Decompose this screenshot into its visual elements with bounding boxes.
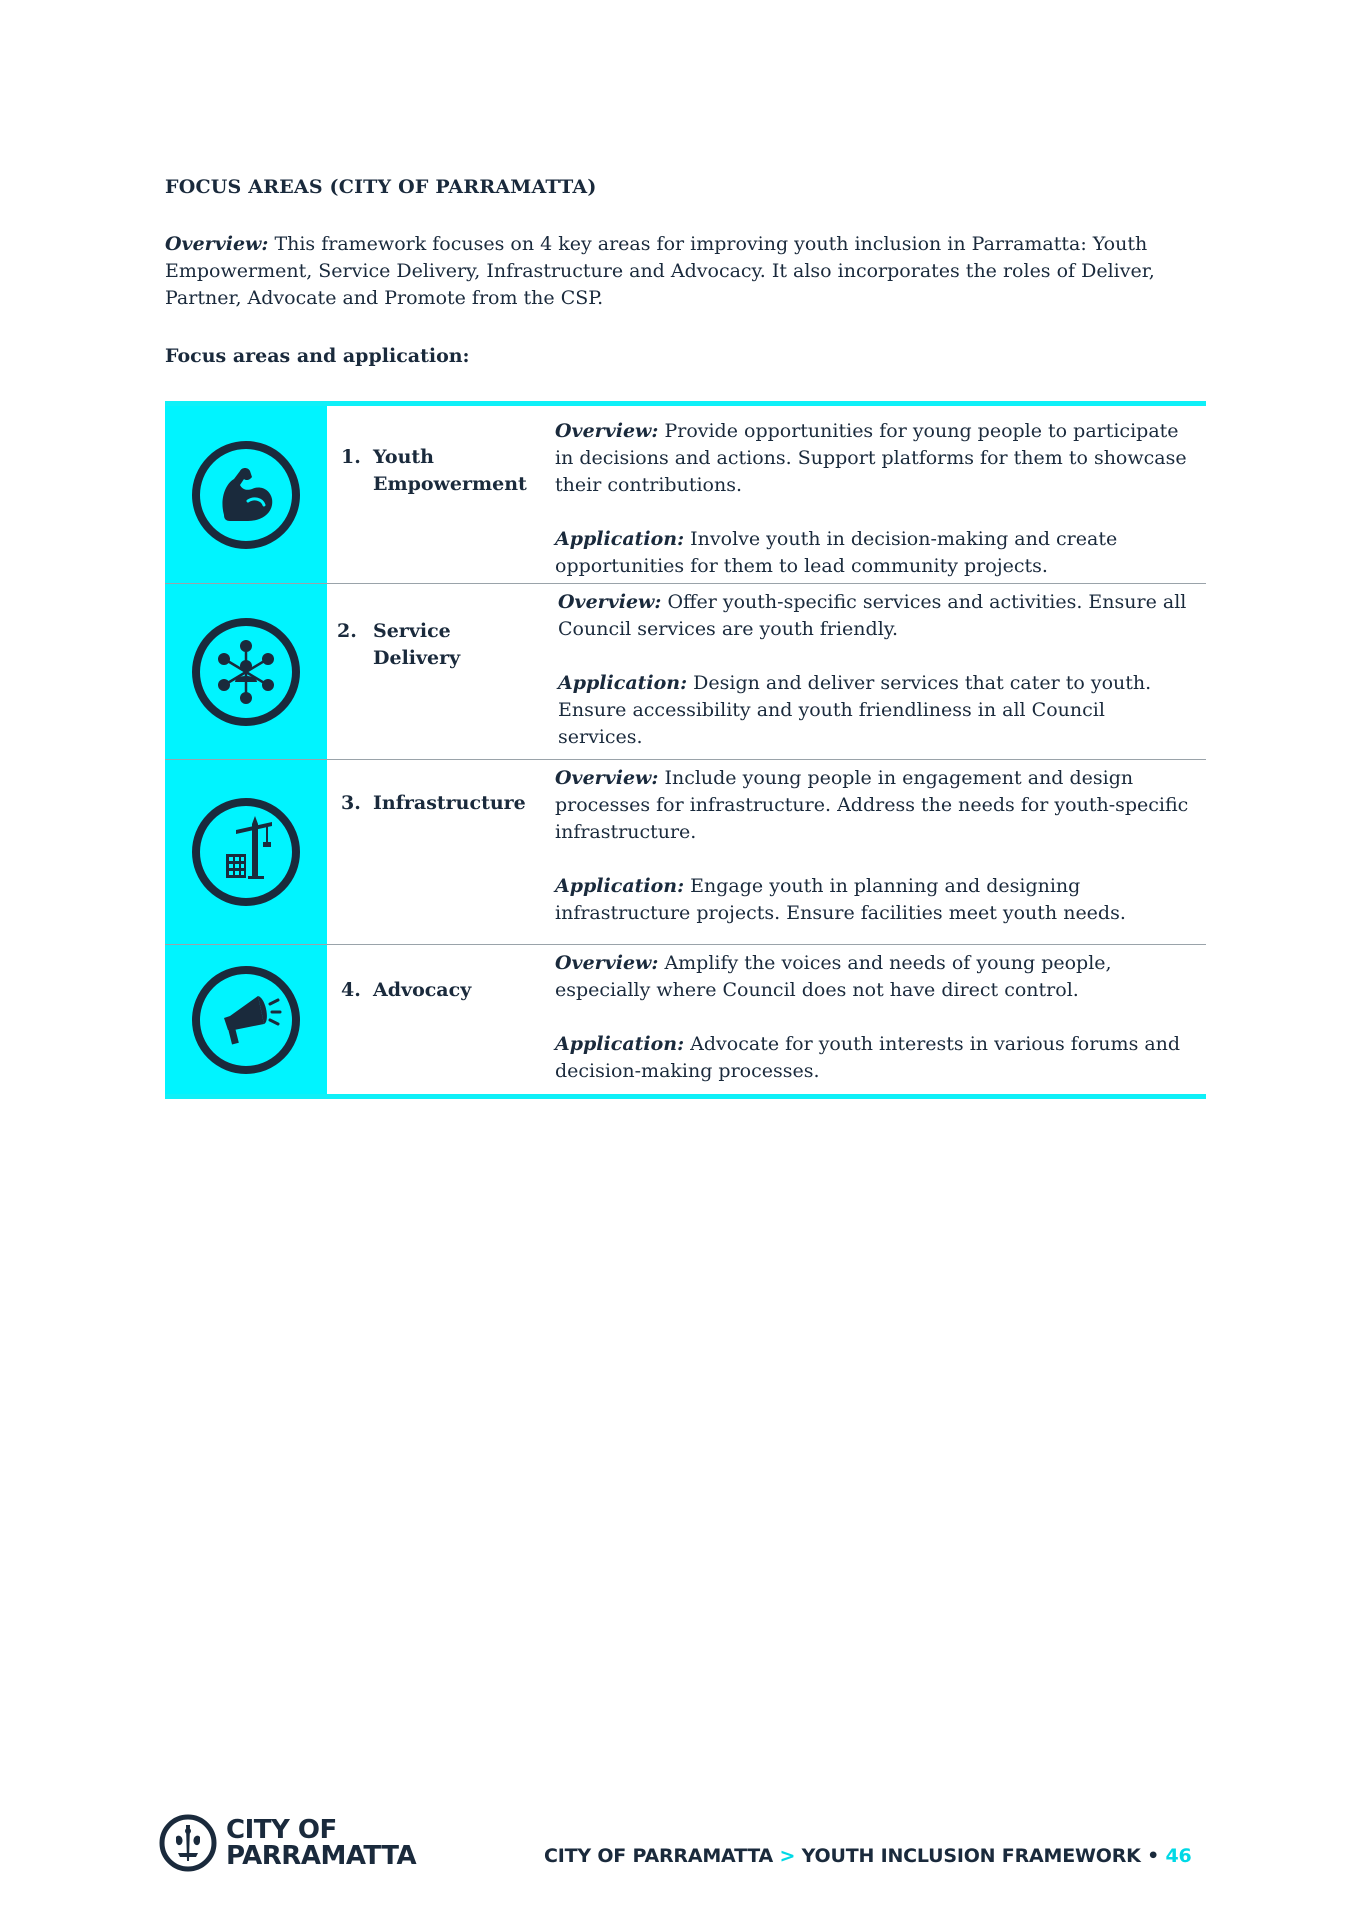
focus-description-cell <box>553 760 1206 944</box>
icon-cell <box>165 760 327 944</box>
focus-name: Youth Empowerment <box>373 446 527 495</box>
logo-wordmark <box>226 1817 416 1869</box>
logo-line-2: PARRAMATTA <box>226 1841 417 1871</box>
application-body: Engage youth in planning and designing infrastructure projects. Ensure facilities meet youth needs. <box>555 875 1126 924</box>
focus-name: Service Delivery <box>373 620 461 669</box>
footer-doc-title: YOUTH INCLUSION FRAMEWORK <box>801 1845 1141 1867</box>
section-heading: FOCUS AREAS (CITY OF PARRAMATTA) <box>165 176 597 198</box>
application-body: Advocate for youth interests in various forums and decision-making processes. <box>555 1033 1181 1082</box>
overview-text <box>555 765 1194 846</box>
focus-name-cell <box>327 760 553 944</box>
application-text <box>558 670 1194 751</box>
focus-number: 4. <box>341 979 361 1001</box>
logo-line-1: CITY OF <box>226 1815 337 1845</box>
overview-label: Overview: <box>555 952 659 974</box>
table-row <box>165 944 1206 1094</box>
overview-body: Include young people in engagement and design processes for infrastructure. Address the needs for youth-specific infrastructure. <box>555 767 1189 843</box>
focus-number: 2. <box>337 620 357 642</box>
overview-label: Overview: <box>558 591 662 613</box>
focus-description-cell <box>553 945 1206 1094</box>
overview-text <box>555 418 1194 499</box>
focus-name: Advocacy <box>373 979 472 1001</box>
application-text <box>555 1031 1194 1085</box>
table-row <box>165 406 1206 583</box>
focus-description-cell <box>553 406 1206 583</box>
focus-name-cell <box>327 945 553 1094</box>
page-number: 46 <box>1165 1845 1192 1867</box>
table-row <box>165 759 1206 944</box>
city-logo <box>158 1813 416 1873</box>
focus-number: 1. <box>341 446 361 468</box>
overview-label: Overview: <box>555 420 659 442</box>
table-row <box>165 583 1206 759</box>
intro-label: Overview: <box>165 233 269 255</box>
focus-number: 3. <box>341 792 361 814</box>
footer-separator: > <box>779 1845 796 1867</box>
footer-title <box>544 1845 1192 1867</box>
overview-body: Offer youth-specific services and activities. Ensure all Council services are youth friendly. <box>558 591 1187 640</box>
overview-text <box>558 589 1194 643</box>
construction-crane-icon <box>190 796 302 908</box>
application-label: Application: <box>555 528 685 550</box>
application-body: Design and deliver services that cater to youth. Ensure accessibility and youth friendliness in all Council services. <box>558 672 1152 748</box>
intro-paragraph <box>165 231 1185 312</box>
application-label: Application: <box>555 1033 685 1055</box>
focus-name-cell <box>327 406 553 583</box>
focus-description-cell <box>553 584 1206 759</box>
overview-text <box>555 950 1194 1004</box>
focus-name-cell <box>327 584 553 759</box>
city-crest-icon <box>158 1813 218 1873</box>
intro-text: This framework focuses on 4 key areas for improving youth inclusion in Parramatta: Youth Empowerment, Service Delivery, Infrastructure and Advocacy. It also incorporates the roles of Deliver, Partner, Advocate and Promote from the CSP. <box>165 233 1155 309</box>
icon-cell <box>165 584 327 759</box>
overview-label: Overview: <box>555 767 659 789</box>
icon-cell <box>165 945 327 1094</box>
flexed-arm-icon <box>190 439 302 551</box>
megaphone-icon <box>190 964 302 1076</box>
application-label: Application: <box>555 875 685 897</box>
application-body: Involve youth in decision-making and create opportunities for them to lead community projects. <box>555 528 1118 577</box>
overview-body: Provide opportunities for young people to participate in decisions and actions. Support platforms for them to showcase their contributions. <box>555 420 1187 496</box>
application-label: Application: <box>558 672 688 694</box>
footer-bullet: • <box>1147 1845 1160 1867</box>
icon-cell <box>165 406 327 583</box>
focus-name: Infrastructure <box>373 792 526 814</box>
focus-areas-subheading: Focus areas and application: <box>165 345 470 367</box>
footer-org: CITY OF PARRAMATTA <box>544 1845 774 1867</box>
overview-body: Amplify the voices and needs of young people, especially where Council does not have direct control. <box>555 952 1112 1001</box>
application-text <box>555 873 1194 927</box>
focus-areas-table <box>165 401 1206 1099</box>
application-text <box>555 526 1194 580</box>
network-people-icon <box>190 616 302 728</box>
